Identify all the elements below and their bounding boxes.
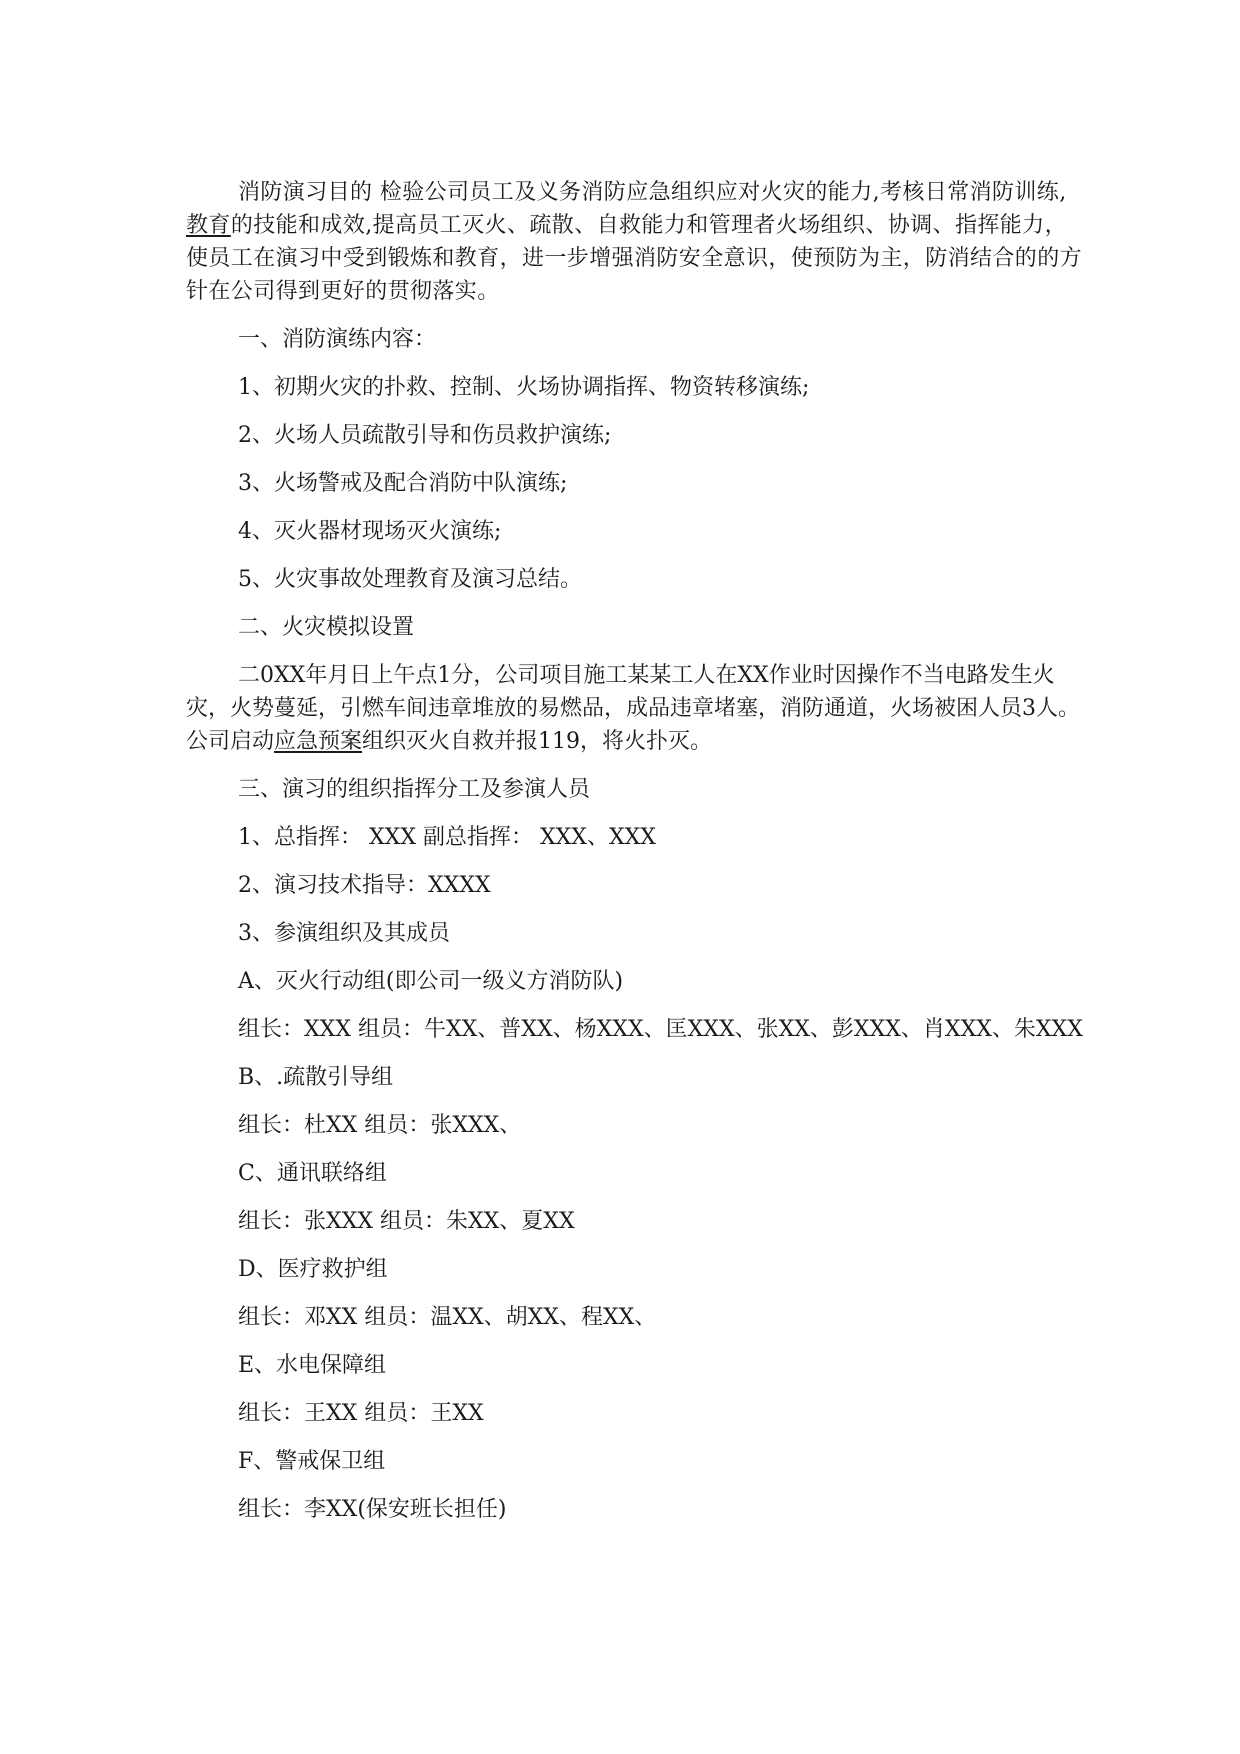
simulation-text-2: 组织灭火自救并报119，将火扑灭。 [362, 729, 713, 754]
list-item: 5、火灾事故处理教育及演习总结。 [238, 567, 582, 592]
link-education[interactable]: 教育 [186, 213, 231, 238]
group-members: 组长：杜XX 组员：张XXX、 [238, 1113, 522, 1138]
list-item: 3、火场警戒及配合消防中队演练; [238, 471, 568, 496]
group-members: 组长：李XX(保安班长担任) [238, 1497, 507, 1522]
group-heading: B、.疏散引导组 [238, 1065, 394, 1090]
intro-text-2: 的技能和成效,提高员工灭火、疏散、自救能力和管理者火场组织、协调、指挥能力，使员工在演习中受到锻炼和教育，进一步增强消防安全意识，使预防为主，防消结合的的方针在公司得到更好的贯彻落实。 [186, 213, 1083, 304]
list-item: 4、灭火器材现场灭火演练; [238, 519, 502, 544]
section-heading-drill-content: 一、消防演练内容： [238, 327, 437, 352]
document-body [186, 176, 1086, 1541]
group-members: 组长：张XXX 组员：朱XX、夏XX [238, 1209, 575, 1234]
group-members: 组长：王XX 组员：王XX [238, 1401, 484, 1426]
list-item: 1、初期火灾的扑救、控制、火场协调指挥、物资转移演练; [238, 375, 810, 400]
list-item: 3、参演组织及其成员 [238, 921, 450, 946]
section-heading-organization: 三、演习的组织指挥分工及参演人员 [238, 777, 591, 802]
simulation-text-1: 二0XX年月日上午点1分，公司项目施工某某工人在XX作业时因操作不当电路发生火灾，火势蔓延，引燃车间违章堆放的易燃品，成品违章堵塞，消防通道，火场被困人员3人。公司启动 [186, 663, 1081, 754]
fire-simulation-paragraph [186, 659, 1086, 758]
group-heading: C、通讯联络组 [238, 1161, 387, 1186]
group-heading: D、医疗救护组 [238, 1257, 388, 1282]
list-item: 2、演习技术指导：XXXX [238, 873, 491, 898]
group-members: 组长：邓XX 组员：温XX、胡XX、程XX、 [238, 1305, 657, 1330]
list-item: 2、火场人员疏散引导和伤员救护演练; [238, 423, 612, 448]
group-heading: A、灭火行动组(即公司一级义方消防队) [238, 969, 624, 994]
intro-paragraph [186, 176, 1086, 308]
link-emergency-plan[interactable]: 应急预案 [274, 729, 363, 754]
section-heading-fire-simulation: 二、火灾模拟设置 [238, 615, 415, 640]
group-heading: E、水电保障组 [238, 1353, 387, 1378]
intro-text-1: 消防演习目的 检验公司员工及义务消防应急组织应对火灾的能力,考核日常消防训练, [238, 180, 1067, 205]
list-item: 1、总指挥： XXX 副总指挥： XXX、XXX [238, 825, 656, 850]
group-members: 组长：XXX 组员：牛XX、普XX、杨XXX、匡XXX、张XX、彭XXX、肖XXX、朱XXX [238, 1017, 1083, 1042]
group-heading: F、警戒保卫组 [238, 1449, 386, 1474]
